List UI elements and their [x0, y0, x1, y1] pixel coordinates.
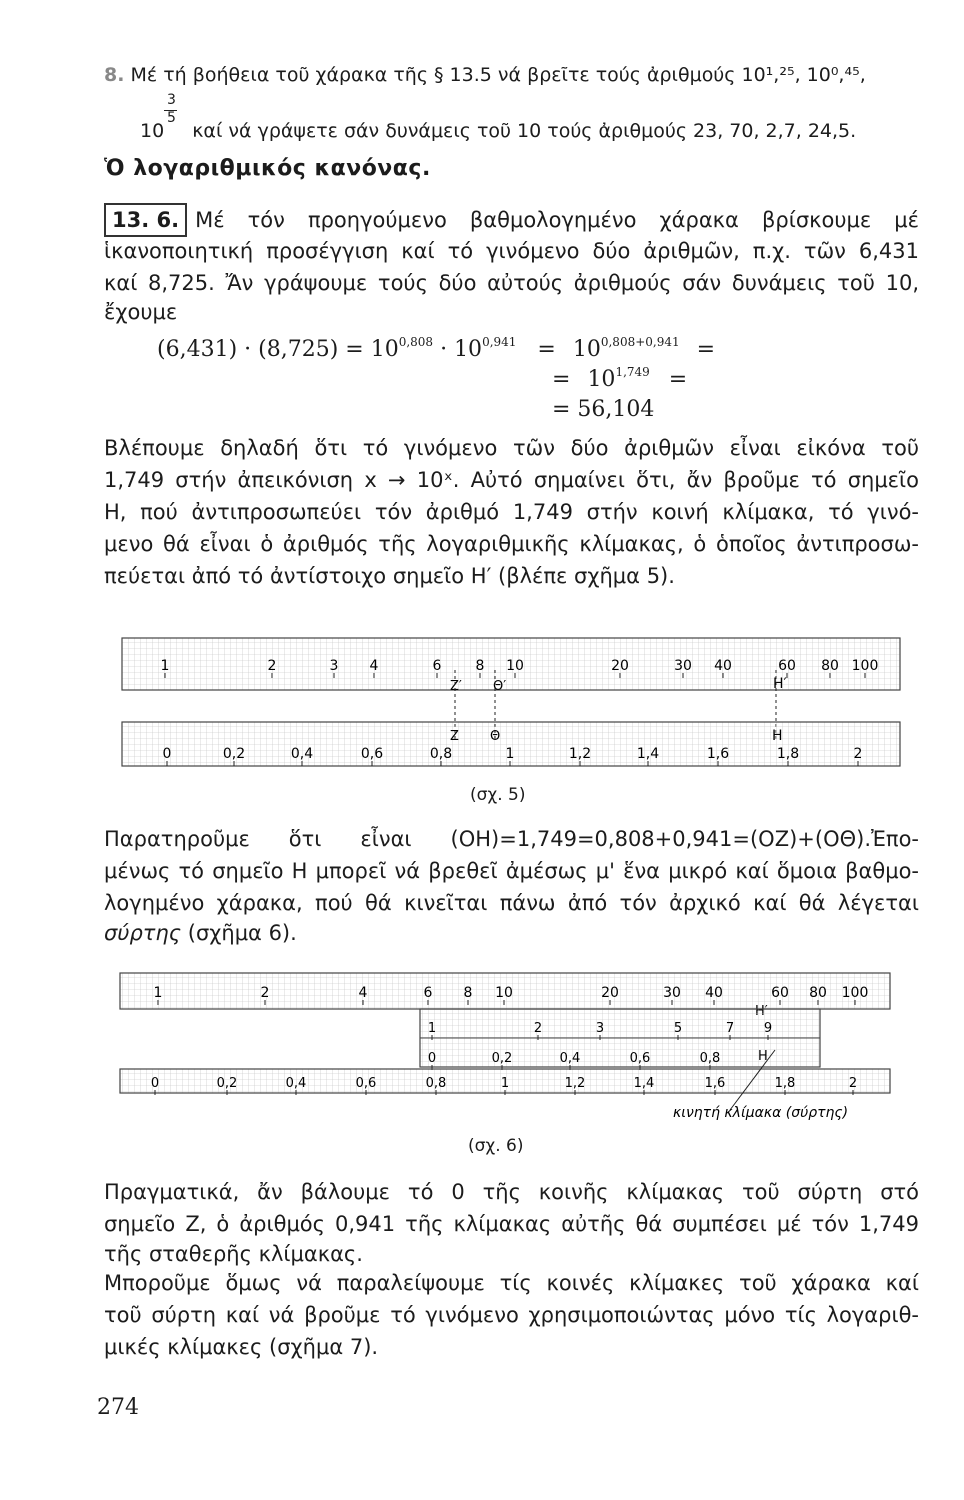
fig6-log-label: 30 — [663, 985, 681, 1001]
para2-line-3: λογημένο χάρακα, πού θά κινεῖται πάνω ἀπό τόν ἀρχικό καί θά λέγεται — [104, 891, 919, 915]
para1-line-3: Η, πού ἀντιπροσωπεύει τόν ἀριθμό 1,749 στήν κοινή κλίμακα, τό γινό- — [104, 500, 919, 524]
para1-line-4: μενο θά εἶναι ὁ ἀριθμός τῆς λογαριθμικῆς κλίμακας, ὁ ὁποῖος ἀντιπροσω- — [104, 532, 919, 556]
fig5-log-label: 100 — [851, 658, 879, 674]
fig6-slider-linear-label: 0,6 — [629, 1051, 651, 1066]
fig5-linear-label: 2 — [853, 746, 863, 762]
fig6-log-label: 10 — [495, 985, 513, 1001]
figure-5-caption: (σχ. 5) — [470, 785, 526, 805]
equation-row-1 — [157, 337, 715, 362]
para1-line-2: 1,749 στήν ἀπεικόνιση x → 10ˣ. Αὐτό σημαίνει ὅτι, ἄν βροῦμε τό σημεῖο — [104, 468, 919, 492]
fig6-mark-h: Η — [758, 1049, 768, 1064]
section-line-3: καί 8,725. Ἄν γράψουμε τούς δύο αὐτούς ἀριθμούς σάν δυνάμεις τοῦ 10, — [104, 271, 919, 295]
fig6-slider-linear-label: 0,8 — [699, 1051, 721, 1066]
exercise-text-1: Μέ τή βοήθεια τοῦ χάρακα τῆς § 13.5 νά βρεῖτε τούς ἀριθμούς 10¹,²⁵, 10⁰,⁴⁵, — [130, 64, 866, 86]
para2-line-4 — [104, 918, 919, 948]
equation-row-2: = 10$^{1,749}$ = — [552, 365, 688, 392]
fig6-log-label: 20 — [601, 985, 619, 1001]
equation-term-4: 10$^{1,749}$ — [587, 365, 650, 392]
fig5-mark-h: Η — [772, 728, 783, 744]
fig6-slider-log-label: 7 — [725, 1021, 735, 1036]
para4-line-3: μικές κλίμακες (σχῆμα 7). — [104, 1335, 379, 1359]
fig6-slider-log-label: 1 — [427, 1021, 437, 1036]
para1-line-5: πεύεται ἀπό τό ἀντίστοιχο σημεῖο Η′ (βλέπε σχῆμα 5). — [104, 564, 675, 588]
figure-5 — [110, 630, 910, 770]
section-number: 13. 6. — [104, 203, 187, 237]
fig5-log-label: 40 — [714, 658, 732, 674]
fig6-linear-label: 1,6 — [704, 1076, 726, 1091]
equation-lhs: (6,431) · (8,725) = — [157, 337, 364, 362]
fig5-linear-label: 1,6 — [706, 746, 730, 762]
fig6-linear-label: 0 — [150, 1076, 160, 1091]
fig5-linear-label: 0,8 — [429, 746, 453, 762]
fig5-mark-theta: Θ — [490, 729, 501, 744]
equation-term-3: $10^{0,808+0,941}$ — [572, 335, 680, 362]
fraction-denominator: 5 — [167, 110, 176, 126]
equation-term-2: 10$^{0,941}$ — [454, 335, 517, 362]
fig5-linear-label: 1,8 — [776, 746, 800, 762]
fig6-slider-log-label: 9 — [763, 1021, 773, 1036]
section-text-1: Μέ τόν προηγούμενο βαθμολογημένο χάρακα βρίσκουμε μέ — [195, 208, 919, 232]
fig6-log-label: 40 — [705, 985, 723, 1001]
fig6-log-label: 4 — [358, 985, 368, 1001]
fig6-linear-label: 0,2 — [216, 1076, 238, 1091]
fig5-linear-label: 1,4 — [636, 746, 660, 762]
para3-line-2: σημεῖο Ζ, ὁ ἀριθμός 0,941 τῆς κλίμακας αὐτῆς θά συμπέσει μέ τόν 1,749 — [104, 1212, 919, 1236]
fig6-slider-linear-label: 0,4 — [559, 1051, 581, 1066]
fig5-linear-label: 0 — [162, 746, 172, 762]
figure-6 — [110, 965, 910, 1125]
fig5-mark-theta-prime: Θ′ — [493, 679, 507, 694]
section-line-4: ἔχουμε — [104, 300, 178, 324]
fig6-slider-log-label: 2 — [533, 1021, 543, 1036]
fig5-mark-h-prime: Η′ — [773, 676, 787, 692]
equation-equals-2: = — [696, 337, 716, 362]
para3-line-3: τῆς σταθερῆς κλίμακας. — [104, 1242, 363, 1266]
exercise-text-2: καί νά γράψετε σάν δυνάμεις τοῦ 10 τούς ἀριθμούς 23, 70, 2,7, 24,5. — [192, 120, 857, 142]
exercise-number: 8. — [104, 64, 125, 86]
fig6-linear-label: 1,8 — [774, 1076, 796, 1091]
fig6-slider-linear-label: 0 — [427, 1051, 437, 1066]
fig6-log-label: 2 — [260, 985, 270, 1001]
section-line-2: ἱκανοποιητική προσέγγιση καί τό γινόμενο δύο ἀριθμῶν, π.χ. τῶν 6,431 — [104, 239, 919, 263]
para2-line-2: μένως τό σημεῖο Η μπορεῖ νά βρεθεῖ ἀμέσως μ' ἕνα μικρό καί ὅμοια βαθμο- — [104, 859, 919, 883]
fig5-log-label: 6 — [432, 658, 442, 674]
para2-line-4-rest: (σχῆμα 6). — [181, 921, 297, 945]
fig6-slider-log-label: 3 — [595, 1021, 605, 1036]
equation-result: = 56,104 — [552, 397, 655, 422]
para2-term-italic: σύρτης — [104, 921, 182, 945]
fig5-linear-label: 0,6 — [360, 746, 384, 762]
fig6-linear-label: 0,8 — [425, 1076, 447, 1091]
fig5-log-label: 10 — [506, 658, 524, 674]
fraction-numerator: 3 — [167, 92, 176, 108]
para2-line-1: Παρατηροῦμε ὅτι εἶναι (ΟΗ)=1,749=0,808+0,941=(ΟΖ)+(ΟΘ).Ἐπο- — [104, 827, 919, 851]
fig6-slider-log-label: 5 — [673, 1021, 683, 1036]
fig5-mark-z-prime: Z′ — [450, 679, 462, 694]
para4-line-2: τοῦ σύρτη καί νά βροῦμε τό γινόμενο χρησιμοποιώντας μόνο τίς λογαριθ- — [104, 1303, 919, 1327]
exercise-base: 10 — [140, 120, 165, 142]
fig6-linear-label: 2 — [848, 1076, 858, 1091]
para3-line-1: Πραγματικά, ἄν βάλουμε τό 0 τῆς κοινῆς κλίμακας τοῦ σύρτη στό — [104, 1180, 919, 1204]
fig6-slider-linear-label: 0,2 — [491, 1051, 513, 1066]
equation-equals-3: = — [668, 367, 688, 392]
fig6-linear-label: 0,4 — [285, 1076, 307, 1091]
fig6-linear-label: 1,4 — [633, 1076, 655, 1091]
exercise-line-1 — [104, 60, 919, 90]
exercise-line-2 — [140, 116, 955, 146]
section-line-1 — [104, 203, 919, 237]
equation-equals-1: = — [537, 337, 556, 362]
figure-6-caption: (σχ. 6) — [468, 1136, 524, 1156]
fig5-log-label: 8 — [475, 658, 485, 674]
fig6-log-label: 8 — [463, 985, 473, 1001]
fig5-log-label: 2 — [267, 658, 277, 674]
fig6-log-label: 60 — [771, 985, 789, 1001]
para4-line-1: Μποροῦμε ὅμως νά παραλείψουμε τίς κοινές κλίμακες τοῦ χάρακα καί — [104, 1271, 919, 1295]
fig6-linear-label: 1,2 — [564, 1076, 586, 1091]
para1-line-1: Βλέπουμε δηλαδή ὅτι τό γινόμενο τῶν δύο ἀριθμῶν εἶναι εἰκόνα τοῦ — [104, 436, 919, 460]
fig5-log-label: 4 — [369, 658, 379, 674]
fig5-linear-label: 0,2 — [222, 746, 246, 762]
equation-term-1: 10$^{0,808}$ — [370, 335, 434, 362]
fig5-log-label: 60 — [778, 658, 796, 674]
fig5-log-label: 80 — [821, 658, 839, 674]
fig5-linear-label: 1 — [505, 746, 515, 762]
fig6-log-label: 100 — [841, 985, 869, 1001]
page-number: 274 — [97, 1395, 139, 1420]
fig6-log-label: 6 — [423, 985, 433, 1001]
fig5-linear-label: 1,2 — [568, 746, 592, 762]
fig6-linear-label: 1 — [500, 1076, 510, 1091]
equation-dot: · — [440, 337, 448, 362]
fig5-log-label: 20 — [611, 658, 629, 674]
section-heading: Ὁ λογαριθμικός κανόνας. — [104, 156, 431, 181]
fig6-annotation: κινητή κλίμακα (σύρτης) — [673, 1105, 849, 1121]
fig6-log-label: 1 — [153, 985, 163, 1001]
fig5-log-label: 30 — [674, 658, 692, 674]
fig6-log-label: 80 — [809, 985, 827, 1001]
fig5-log-label: 3 — [329, 658, 339, 674]
fig6-linear-label: 0,6 — [355, 1076, 377, 1091]
fig5-linear-label: 0,4 — [290, 746, 314, 762]
fig5-mark-z: Z — [450, 729, 459, 744]
fig5-log-label: 1 — [160, 658, 170, 674]
